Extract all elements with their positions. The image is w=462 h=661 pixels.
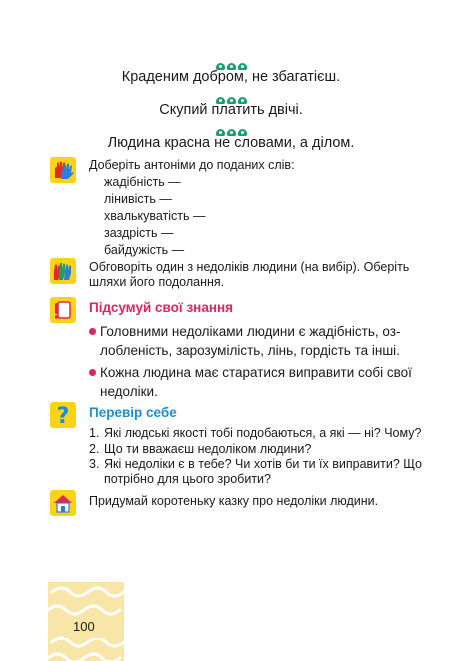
task-instruction-cont: шляхи його подолання. xyxy=(89,275,225,289)
bullet-line: лобленість, зарозумілість, лінь, гордість та інші. xyxy=(100,343,400,358)
ornament xyxy=(0,91,462,101)
page-number: 100 xyxy=(73,619,95,634)
bullet-line: Головними недоліками людини є жадібність, оз- xyxy=(100,324,401,339)
summary-bullet xyxy=(89,322,429,360)
antonym-word: хвалькуватість — xyxy=(104,209,206,223)
antonym-word: лінивість — xyxy=(104,192,172,206)
antonym-word: байдужість — xyxy=(104,243,185,257)
hands-icon xyxy=(50,157,76,183)
group-hands-icon xyxy=(50,258,76,284)
proverb: Людина красна не словами, а ділом. xyxy=(107,135,355,151)
homework-text: Придумай коротеньку казку про недоліки людини. xyxy=(89,494,379,508)
question-text: Що ти вважаєш недоліком людини? xyxy=(104,442,312,456)
house-icon xyxy=(50,490,76,516)
summary-bullet xyxy=(89,363,429,401)
exclamation-icon xyxy=(50,297,76,323)
ornament xyxy=(0,123,462,133)
task-instruction: Доберіть антоніми до поданих слів: xyxy=(89,158,295,172)
antonym-word: заздрість — xyxy=(104,226,174,240)
question-icon xyxy=(50,402,76,428)
question-text: Які людські якості тобі подобаються, а які — ні? Чому? xyxy=(104,426,422,440)
bullet-dot xyxy=(89,369,96,376)
proverb: Краденим добром, не збагатієш. xyxy=(121,69,341,85)
question-text: потрібно для цього зробити? xyxy=(104,472,271,486)
summary-title: Підсумуй свої знання xyxy=(89,300,234,315)
bullet-dot xyxy=(89,328,96,335)
ornament xyxy=(0,57,462,67)
task-instruction: Обговоріть один з недоліків людини (на вибір). Оберіть xyxy=(89,260,410,274)
question-number: 1. xyxy=(89,426,100,440)
antonym-word: жадібність — xyxy=(104,175,181,189)
question-text: Які недоліки є в тебе? Чи хотів би ти їх виправити? Що xyxy=(104,457,422,471)
proverb: Скупий платить двічі. xyxy=(159,102,303,118)
svg-text:?: ? xyxy=(56,404,70,426)
question-number: 2. xyxy=(89,442,100,456)
bullet-line: Кожна людина має старатися виправити собі свої xyxy=(100,365,412,380)
check-title: Перевір себе xyxy=(89,405,177,420)
bullet-line: недоліки. xyxy=(100,384,158,399)
question-number: 3. xyxy=(89,457,100,471)
